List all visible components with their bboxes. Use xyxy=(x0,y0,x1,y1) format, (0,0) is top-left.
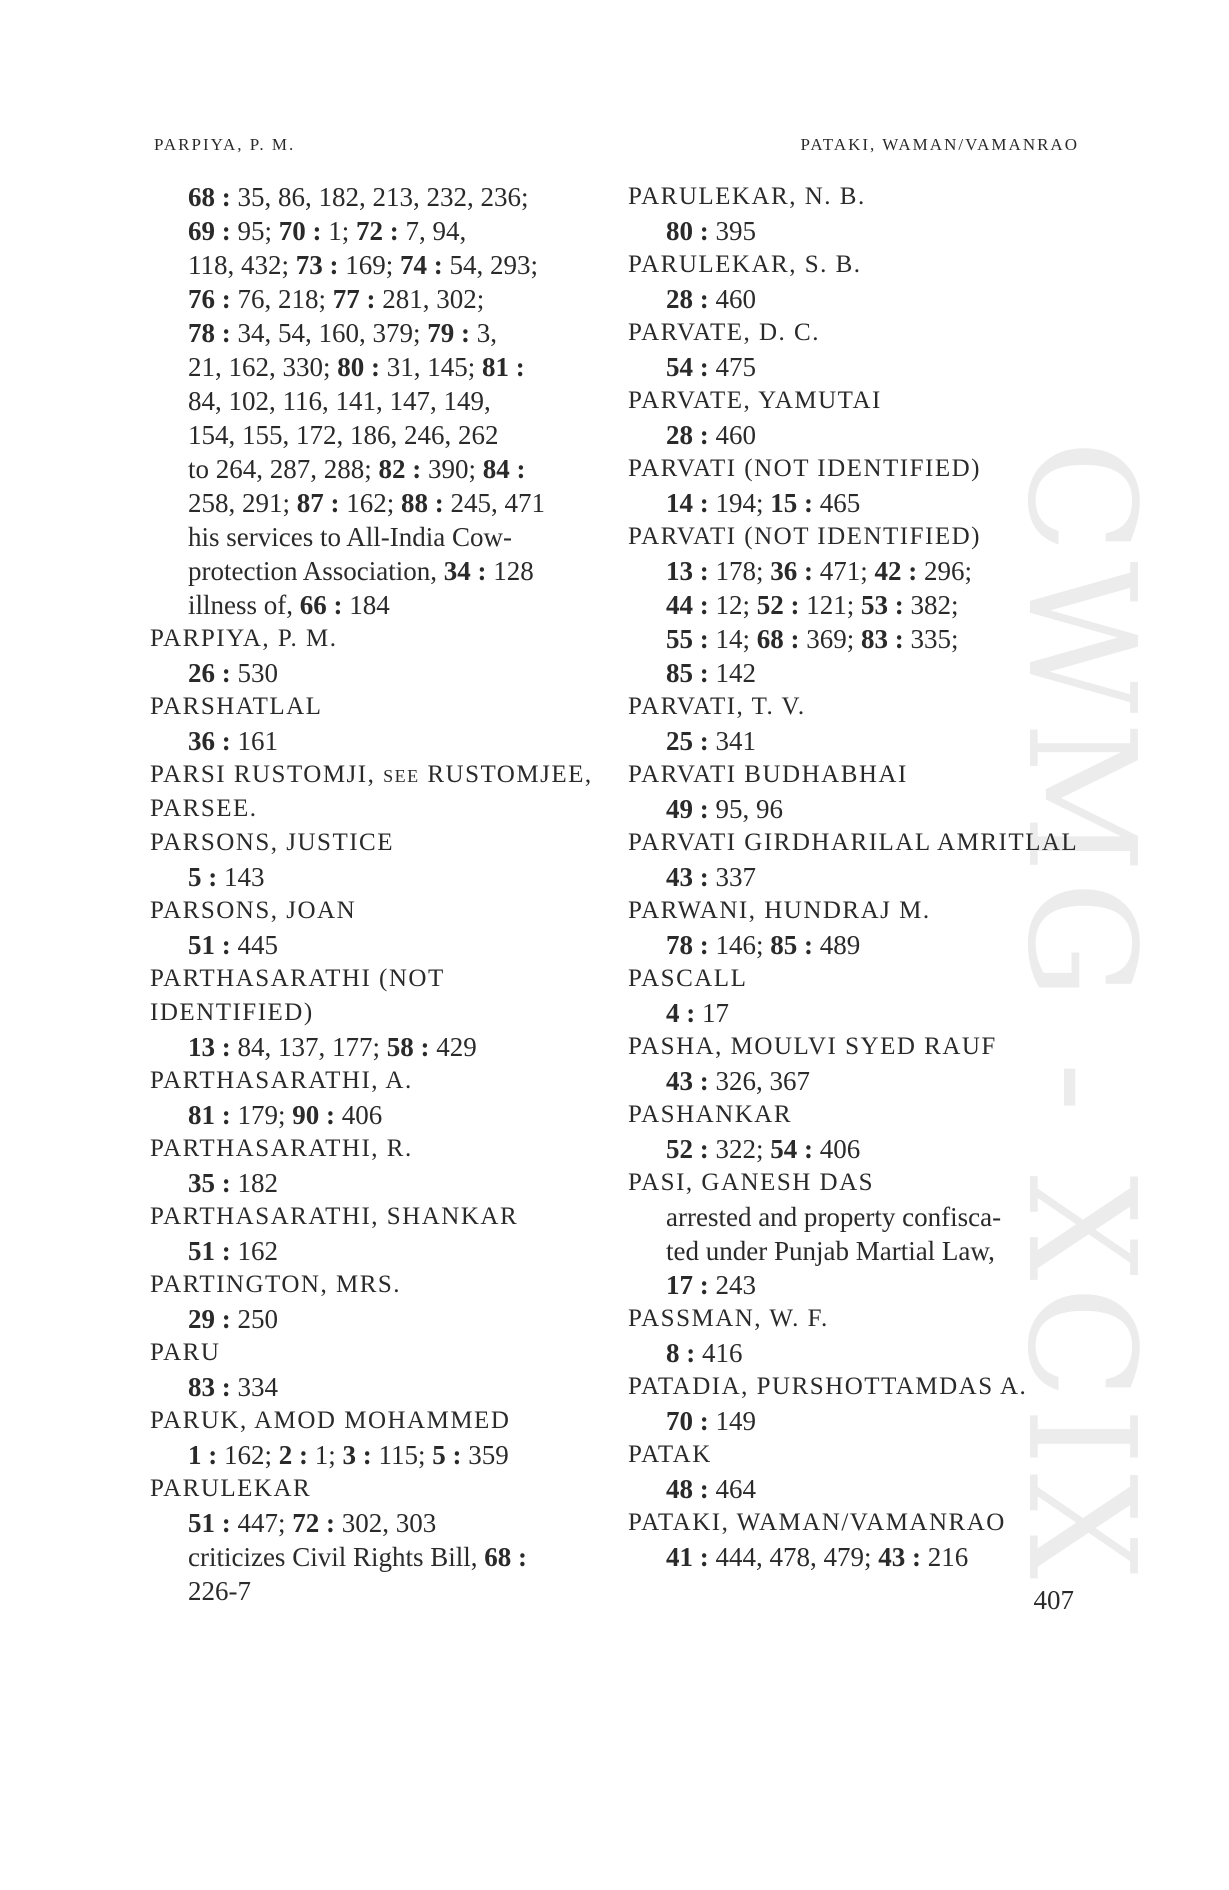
index-reference: 78 : 34, 54, 160, 379; 79 : 3, xyxy=(188,318,498,348)
index-reference: 51 : 162 xyxy=(188,1236,278,1266)
index-reference: 80 : 395 xyxy=(666,216,756,246)
index-reference: protection Association, 34 : 128 xyxy=(188,556,534,586)
index-reference: 51 : 445 xyxy=(188,930,278,960)
index-heading: PARVATI BUDHABHAI xyxy=(628,761,908,788)
index-heading: PARVATE, D. C. xyxy=(628,319,820,346)
index-reference: 13 : 178; 36 : 471; 42 : 296; xyxy=(666,556,973,586)
index-reference: 5 : 143 xyxy=(188,862,265,892)
index-heading: PARVATI (NOT IDENTIFIED) xyxy=(628,523,981,550)
index-reference: 14 : 194; 15 : 465 xyxy=(666,488,861,518)
index-reference: 28 : 460 xyxy=(666,420,756,450)
index-heading: PASHA, MOULVI SYED RAUF xyxy=(628,1033,997,1060)
index-heading: PARSEE. xyxy=(150,795,258,822)
index-heading: PARSHATLAL xyxy=(150,693,323,720)
index-heading: PARTHASARATHI (NOT IDENTIFIED) xyxy=(150,965,445,1026)
index-reference: 68 : 35, 86, 182, 213, 232, 236; xyxy=(188,182,529,212)
index-heading: PARTHASARATHI, A. xyxy=(150,1067,413,1094)
index-reference: 8 : 416 xyxy=(666,1338,743,1368)
index-reference: 48 : 464 xyxy=(666,1474,756,1504)
index-reference: 21, 162, 330; 80 : 31, 145; 81 : xyxy=(188,352,525,382)
index-heading: PASHANKAR xyxy=(628,1101,793,1128)
index-heading: PATAKI, WAMAN/VAMANRAO xyxy=(628,1509,1006,1536)
index-reference: 226-7 xyxy=(188,1576,251,1606)
index-heading: PARWANI, HUNDRAJ M. xyxy=(628,897,931,924)
index-reference: 83 : 334 xyxy=(188,1372,278,1402)
index-reference: 17 : 243 xyxy=(666,1270,756,1300)
index-reference: 54 : 475 xyxy=(666,352,756,382)
index-reference: arrested and property confisca- xyxy=(666,1202,1002,1232)
index-reference: 29 : 250 xyxy=(188,1304,278,1334)
index-reference: 118, 432; 73 : 169; 74 : 54, 293; xyxy=(188,250,539,280)
index-reference: 51 : 447; 72 : 302, 303 xyxy=(188,1508,437,1538)
running-header-left: PARPIYA, P. M. xyxy=(154,135,296,154)
index-heading: PARVATI GIRDHARILAL AMRITLAL xyxy=(628,829,1079,856)
index-reference: 1 : 162; 2 : 1; 3 : 115; 5 : 359 xyxy=(188,1440,509,1470)
index-reference: 44 : 12; 52 : 121; 53 : 382; xyxy=(666,590,959,620)
index-reference: 84, 102, 116, 141, 147, 149, xyxy=(188,386,491,416)
index-heading: PASI, GANESH DAS xyxy=(628,1169,875,1196)
index-reference: 35 : 182 xyxy=(188,1168,278,1198)
index-reference: 26 : 530 xyxy=(188,658,278,688)
index-heading: PASCALL xyxy=(628,965,748,992)
index-heading: PARTHASARATHI, R. xyxy=(150,1135,413,1162)
index-reference: 13 : 84, 137, 177; 58 : 429 xyxy=(188,1032,477,1062)
index-reference: 25 : 341 xyxy=(666,726,756,756)
index-reference: his services to All-India Cow- xyxy=(188,522,512,552)
index-heading: PARULEKAR, N. B. xyxy=(628,183,866,210)
index-heading: PARPIYA, P. M. xyxy=(150,625,338,652)
index-reference: 70 : 149 xyxy=(666,1406,756,1436)
running-header-right: PATAKI, WAMAN/VAMANRAO xyxy=(800,135,1079,154)
index-heading: PARU xyxy=(150,1339,221,1366)
index-reference: 36 : 161 xyxy=(188,726,278,756)
index-reference: 85 : 142 xyxy=(666,658,756,688)
index-reference: 55 : 14; 68 : 369; 83 : 335; xyxy=(666,624,959,654)
index-reference: 49 : 95, 96 xyxy=(666,794,783,824)
index-column-right xyxy=(628,180,1080,1574)
index-heading: PARSONS, JUSTICE xyxy=(150,829,394,856)
index-reference: ted under Punjab Martial Law, xyxy=(666,1236,995,1266)
index-reference: 78 : 146; 85 : 489 xyxy=(666,930,861,960)
index-heading: PARTINGTON, MRS. xyxy=(150,1271,402,1298)
index-reference: 43 : 337 xyxy=(666,862,756,892)
index-column-left xyxy=(150,180,595,1608)
index-heading: PASSMAN, W. F. xyxy=(628,1305,829,1332)
index-heading: PATADIA, PURSHOTTAMDAS A. xyxy=(628,1373,1028,1400)
watermark: CWMG - XCIX xyxy=(995,440,1167,1588)
index-reference: 28 : 460 xyxy=(666,284,756,314)
index-reference: criticizes Civil Rights Bill, 68 : xyxy=(188,1542,527,1572)
index-reference: 154, 155, 172, 186, 246, 262 xyxy=(188,420,499,450)
index-reference: 41 : 444, 478, 479; 43 : 216 xyxy=(666,1542,969,1572)
index-heading: PARSONS, JOAN xyxy=(150,897,357,924)
index-heading: PARUK, AMOD MOHAMMED xyxy=(150,1407,511,1434)
index-reference: 4 : 17 xyxy=(666,998,729,1028)
index-heading: PARTHASARATHI, SHANKAR xyxy=(150,1203,519,1230)
index-heading: PARULEKAR, S. B. xyxy=(628,251,862,278)
index-reference: 258, 291; 87 : 162; 88 : 245, 471 xyxy=(188,488,546,518)
page-number: 407 xyxy=(1033,1585,1074,1615)
index-reference: 81 : 179; 90 : 406 xyxy=(188,1100,383,1130)
index-reference: 43 : 326, 367 xyxy=(666,1066,810,1096)
index-heading: PATAK xyxy=(628,1441,712,1468)
index-heading: PARVATE, YAMUTAI xyxy=(628,387,882,414)
index-heading: PARVATI, T. V. xyxy=(628,693,806,720)
index-reference: 52 : 322; 54 : 406 xyxy=(666,1134,861,1164)
index-heading: PARVATI (NOT IDENTIFIED) xyxy=(628,455,981,482)
index-heading: PARULEKAR xyxy=(150,1475,312,1502)
index-reference: 69 : 95; 70 : 1; 72 : 7, 94, xyxy=(188,216,467,246)
index-reference: to 264, 287, 288; 82 : 390; 84 : xyxy=(188,454,526,484)
index-heading: PARSI RUSTOMJI, see RUSTOMJEE, xyxy=(150,761,593,788)
index-reference: illness of, 66 : 184 xyxy=(188,590,390,620)
index-reference: 76 : 76, 218; 77 : 281, 302; xyxy=(188,284,485,314)
